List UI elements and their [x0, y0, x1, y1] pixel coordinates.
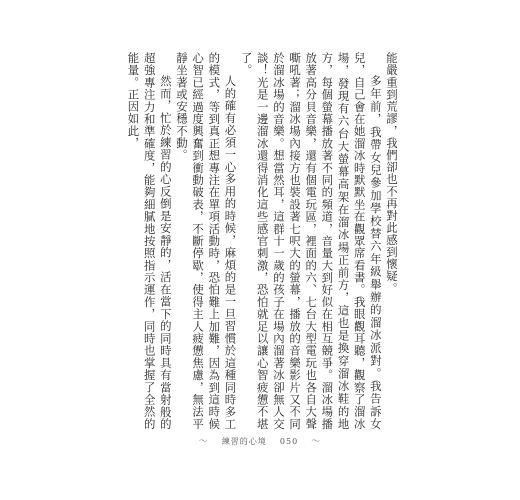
paragraph-3: 人的確有必須一心多用的時候，麻煩的是一旦習慣於這種同時多工的模式，等到真正想專注在單項活動時，恐怕難上加難，因為到這時候心智已經過度興奮到衝動破表，不斷停歇，使得主人疲憊焦慮，無法平靜坐著或安穩不動。: [174, 52, 238, 430]
book-title: 練習的心境: [221, 437, 267, 446]
footer-right-ornament: ～: [311, 437, 322, 447]
page-number: 050: [279, 437, 299, 446]
paragraph-2: 多年前，我帶女兒參加學校替六年級舉辦的溜冰派對。我告訴女兒，自己會在她溜冰時默默坐在觀眾席看書。我眼觀耳聽，觀察了溜冰場，發現有六台大螢幕高架在溜冰場正前方，這也是換穿溜冰鞋的地方，每個螢幕播放著不同的頻道，音量大到好似在相互競爭。溜冰場播放著高分貝音樂，還有個電玩區，裡面的六、七台大型電玩也各自大聲嘶吼著；溜冰場內接方也裝設著七呎大的螢幕，播放的音樂影片又不同於溜冰場的音樂。想當然耳，這群十一歲的孩子在場內溜著冰卻無人交談！光是一邊溜冰還得消化這些感官刺激，恐怕就足以讓心智疲憊不堪了。: [239, 52, 383, 430]
footer-left-ornament: ～: [198, 437, 209, 447]
page-footer: [0, 434, 520, 447]
vertical-text-body: [125, 52, 400, 430]
paragraph-1: 能嚴重到荒謬，我們卻也不再對此感到懷疑。: [385, 52, 399, 295]
paragraph-4: 然而，忙於練習的心反倒是安靜的，活在當下的同時具有當射般的超強專注力和準確度，能夠細膩地按照指示運作，同時也掌握了全然的能量。正因如此，: [126, 52, 173, 430]
